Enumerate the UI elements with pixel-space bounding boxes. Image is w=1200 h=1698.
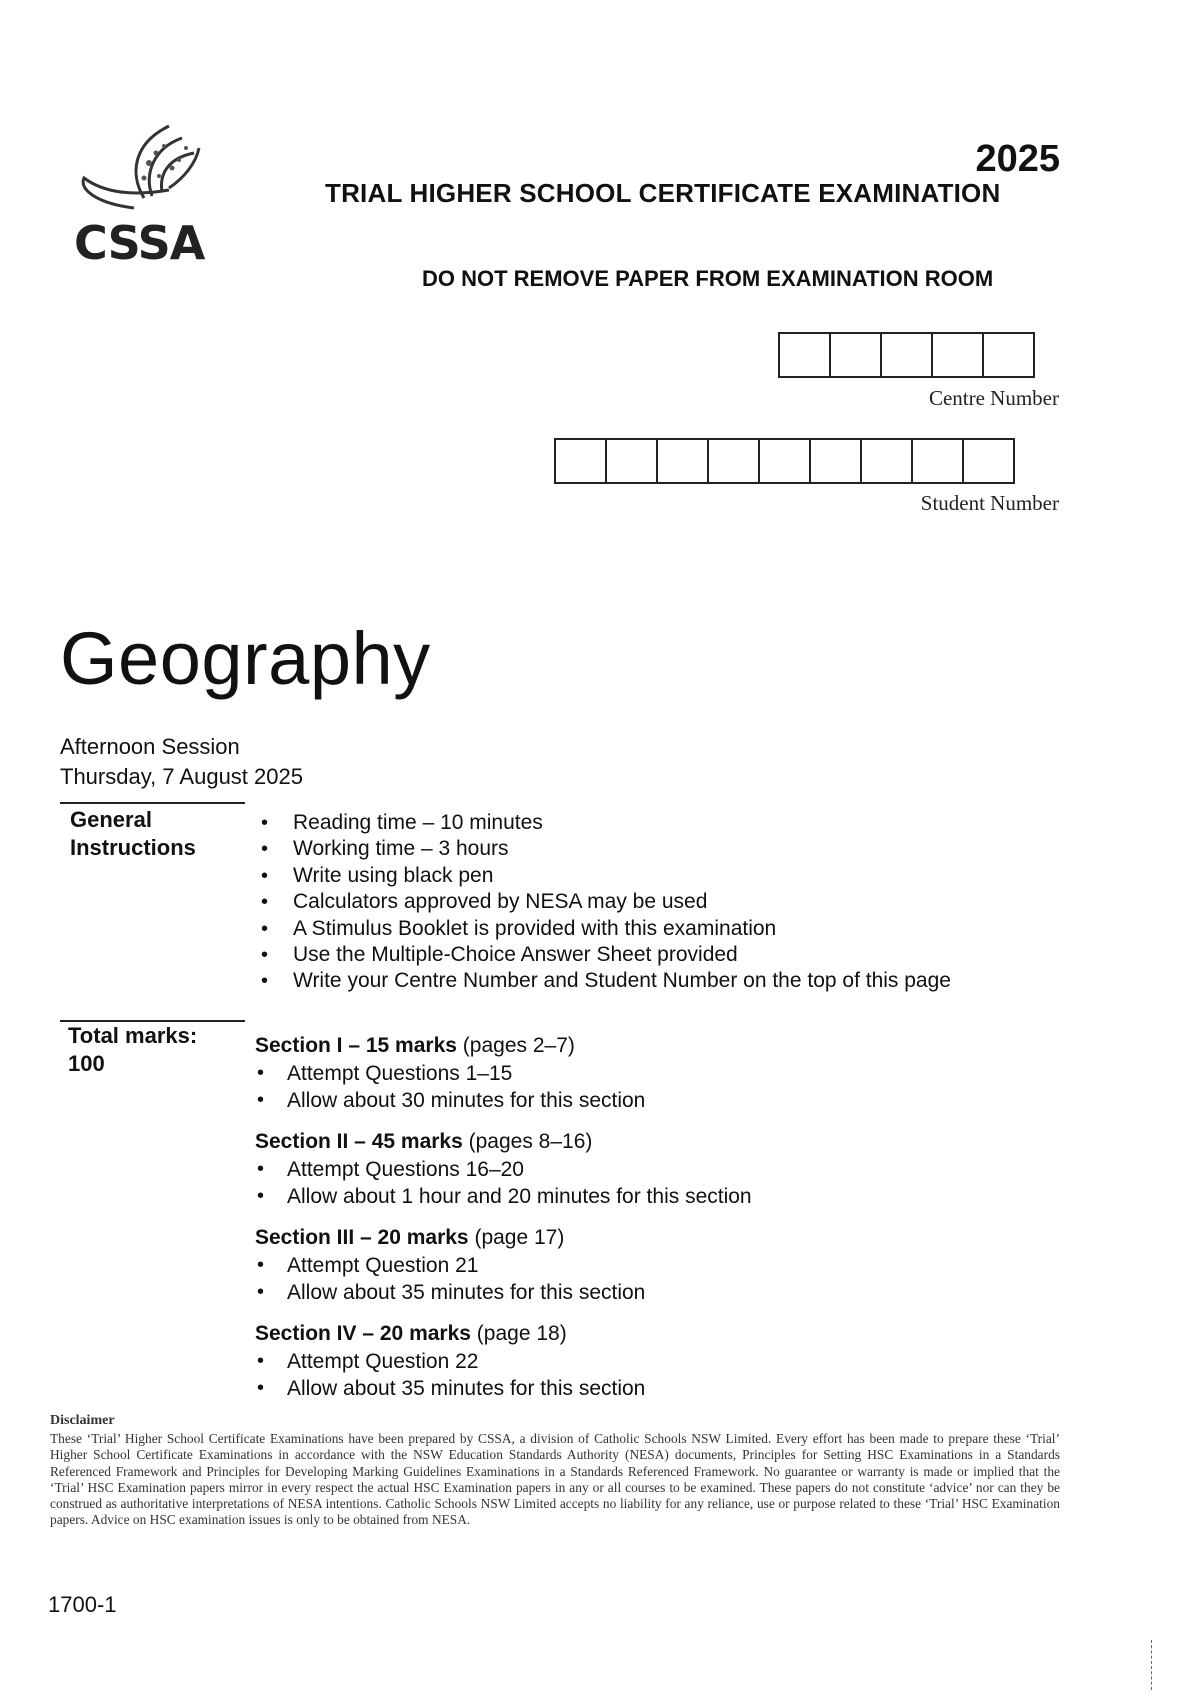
section-heading: Section II – 45 marks [255,1130,463,1153]
student-number-box[interactable] [554,438,607,484]
paper-code: 1700-1 [48,1592,117,1617]
list-item: • Attempt Question 22 [255,1348,1015,1375]
exam-year: 2025 [975,138,1060,180]
list-item: • Allow about 35 minutes for this section [255,1375,1015,1402]
section-title [255,1128,1015,1156]
heading-line: Instructions [70,835,196,860]
section-1 [255,1032,1015,1114]
section-heading: Section I – 15 marks [255,1034,457,1057]
disclaimer [50,1413,1060,1529]
section-items [255,1156,1015,1210]
section-pages: (pages 2–7) [462,1034,575,1057]
total-marks-value: 100 [68,1051,105,1076]
student-number-box[interactable] [809,438,862,484]
section-3 [255,1224,1015,1306]
student-number-boxes[interactable] [556,438,1015,484]
student-number-box[interactable] [758,438,811,484]
section-pages: (page 18) [476,1322,567,1345]
student-number-box[interactable] [656,438,709,484]
list-item: • Working time – 3 hours [255,836,951,862]
session-info [60,732,303,792]
list-item: • A Stimulus Booklet is provided with this examination [255,916,951,942]
section-items [255,1348,1015,1402]
scan-edge-mark [1151,1640,1152,1690]
list-item: • Allow about 30 minutes for this section [255,1087,1015,1114]
heading-line: General [70,807,152,832]
centre-number-box[interactable] [982,332,1035,378]
list-item: • Allow about 1 hour and 20 minutes for this section [255,1183,1015,1210]
section-title [255,1320,1015,1348]
centre-number-box[interactable] [880,332,933,378]
subject-title: Geography [60,617,431,700]
section-title [255,1224,1015,1252]
section-pages: (pages 8–16) [468,1130,593,1153]
exam-date: Thursday, 7 August 2025 [60,764,303,789]
list-item: • Attempt Questions 1–15 [255,1060,1015,1087]
disclaimer-heading: Disclaimer [50,1413,115,1428]
student-number-box[interactable] [911,438,964,484]
general-instructions-list [255,810,951,995]
list-item: • Calculators approved by NESA may be used [255,889,951,915]
list-item: • Write your Centre Number and Student Number on the top of this page [255,968,951,994]
section-items [255,1060,1015,1114]
section-4 [255,1320,1015,1402]
divider [60,802,245,804]
general-instructions-heading [70,806,196,862]
student-number-box[interactable] [707,438,760,484]
removal-warning: DO NOT REMOVE PAPER FROM EXAMINATION ROOM [422,266,994,291]
list-item: • Reading time – 10 minutes [255,810,951,836]
list-item: • Attempt Questions 16–20 [255,1156,1015,1183]
exam-title: TRIAL HIGHER SCHOOL CERTIFICATE EXAMINATION [325,178,1001,208]
list-item: • Attempt Question 21 [255,1252,1015,1279]
logo-text: CSSA [74,216,205,270]
disclaimer-body: These ‘Trial’ Higher School Certificate Examinations have been prepared by CSSA, a division of Catholic Schools NSW Limited. Every effort has been made to prepare these ‘Trial’ Higher School Certificate Examinations in accordance with the NSW Education Standards Authority (NESA) documents, Principles for Setting HSC Examinations in a Standards Referenced Framework and Principles for Developing Marking Guidelines Examinations in a Standards Referenced Framework. No guarantee or warranty is made or implied that the ‘Trial’ HSC Examination papers mirror in every respect the actual HSC Examination papers in any or all courses to be examined. These papers do not constitute ‘advice’ nor can they be construed as authoritative interpretations of NESA intentions. Catholic Schools NSW Limited accepts no liability for any reliance, use or purpose related to these ‘Trial’ HSC Examination papers. Advice on HSC examination issues is only to be obtained from NESA. [50,1431,1060,1528]
student-number-label: Student Number [920,491,1059,515]
cssa-emblem-icon [74,118,214,218]
list-item: • Use the Multiple-Choice Answer Sheet provided [255,942,951,968]
student-number-box[interactable] [605,438,658,484]
centre-number-boxes[interactable] [780,332,1035,378]
cssa-logo [74,118,214,268]
student-number-box[interactable] [962,438,1015,484]
total-marks-heading [68,1022,197,1078]
total-marks-label: Total marks: [68,1023,198,1048]
centre-number-label: Centre Number [928,386,1059,410]
section-heading: Section III – 20 marks [255,1226,469,1249]
section-pages: (page 17) [474,1226,565,1249]
section-title [255,1032,1015,1060]
centre-number-box[interactable] [829,332,882,378]
student-number-box[interactable] [860,438,913,484]
list-item: • Allow about 35 minutes for this section [255,1279,1015,1306]
sections-list [255,1032,1015,1416]
centre-number-box[interactable] [931,332,984,378]
list-item: • Write using black pen [255,863,951,889]
section-items [255,1252,1015,1306]
centre-number-box[interactable] [778,332,831,378]
session-name: Afternoon Session [60,734,240,759]
section-heading: Section IV – 20 marks [255,1322,471,1345]
section-2 [255,1128,1015,1210]
